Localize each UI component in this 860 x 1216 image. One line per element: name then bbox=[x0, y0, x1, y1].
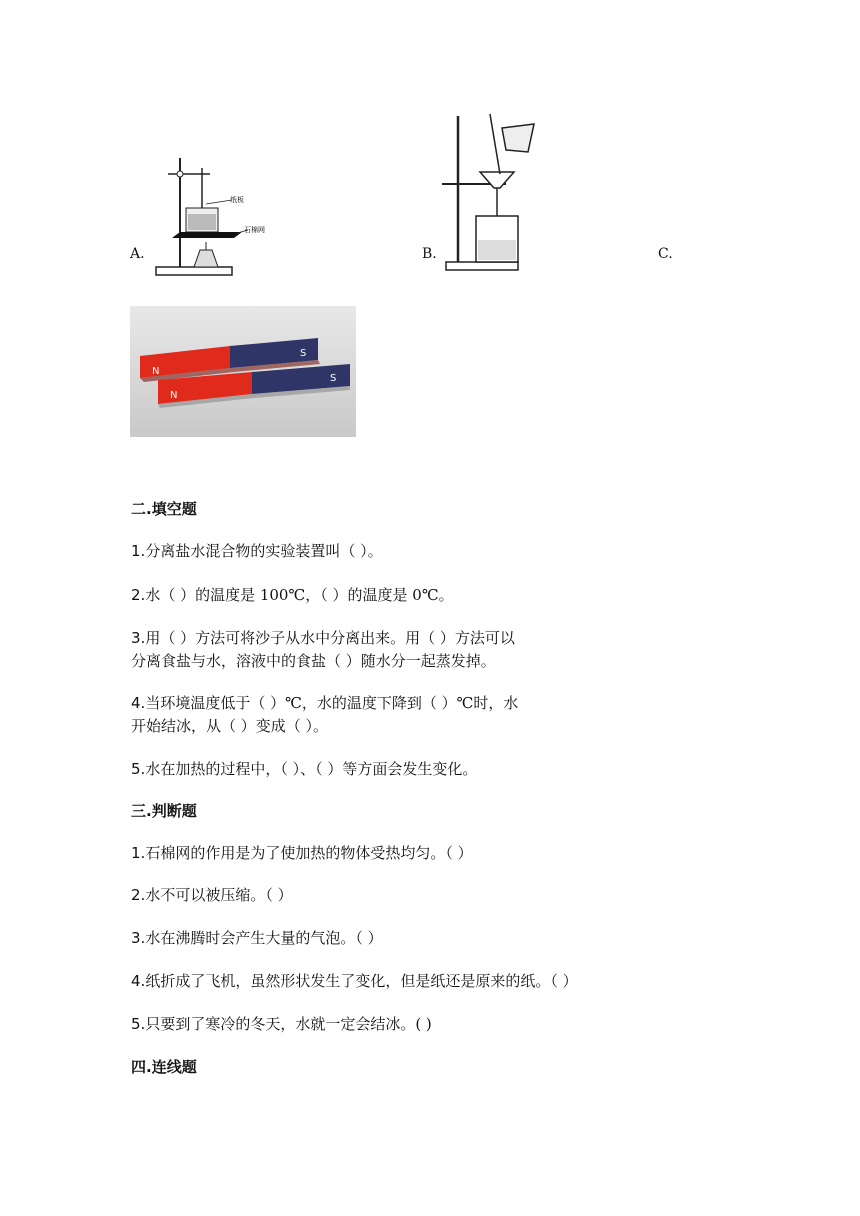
option-b-label: B. bbox=[422, 246, 437, 262]
magnet1-n-pole: N bbox=[152, 366, 160, 377]
filtration-apparatus-image bbox=[436, 104, 546, 276]
fill-question-3-line1: 3.用（ ）方法可将沙子从水中分离出来。用（ ）方法可以 bbox=[131, 629, 515, 647]
judge-question-3: 3.水在沸腾时会产生大量的气泡。（ ） bbox=[131, 929, 383, 947]
evaporating-dish-apparatus-image bbox=[150, 150, 265, 282]
fill-question-3-line2: 分离食盐与水，溶液中的食盐（ ）随水分一起蒸发掉。 bbox=[131, 652, 496, 670]
fill-question-4-line1: 4.当环境温度低于（ ）℃，水的温度下降到（ ）℃时，水 bbox=[131, 694, 519, 712]
cardboard-annotation: 纸板 bbox=[230, 196, 244, 204]
bar-magnets-photo bbox=[130, 306, 356, 437]
section4-title: 四.连线题 bbox=[131, 1058, 197, 1076]
magnet2-n-pole: N bbox=[170, 390, 178, 401]
magnet2-s-pole: S bbox=[330, 373, 337, 384]
fill-question-1: 1.分离盐水混合物的实验装置叫（ ）。 bbox=[131, 542, 383, 560]
section3-title: 三.判断题 bbox=[131, 802, 197, 820]
magnet1-s-pole: S bbox=[300, 348, 307, 359]
judge-question-2: 2.水不可以被压缩。（ ） bbox=[131, 886, 293, 904]
judge-question-1: 1.石棉网的作用是为了使加热的物体受热均匀。（ ） bbox=[131, 844, 473, 862]
bar-magnets-image bbox=[130, 306, 356, 437]
section2-title: 二.填空题 bbox=[131, 500, 197, 518]
gauze-annotation: 石棉网 bbox=[244, 226, 265, 234]
fill-question-2: 2.水（ ）的温度是 100℃，（ ）的温度是 0℃。 bbox=[131, 586, 454, 604]
judge-question-5: 5.只要到了寒冷的冬天，水就一定会结冰。( ) bbox=[131, 1015, 432, 1033]
option-a bbox=[128, 150, 265, 282]
option-c-label: C. bbox=[658, 246, 673, 262]
option-a-label: A. bbox=[130, 246, 145, 262]
judge-question-4: 4.纸折成了飞机，虽然形状发生了变化，但是纸还是原来的纸。（ ） bbox=[131, 972, 578, 990]
option-b bbox=[420, 104, 545, 279]
fill-question-4-line2: 开始结冰，从（ ）变成（ ）。 bbox=[131, 717, 329, 735]
fill-question-5: 5.水在加热的过程中，（ ）、（ ）等方面会发生变化。 bbox=[131, 760, 478, 778]
